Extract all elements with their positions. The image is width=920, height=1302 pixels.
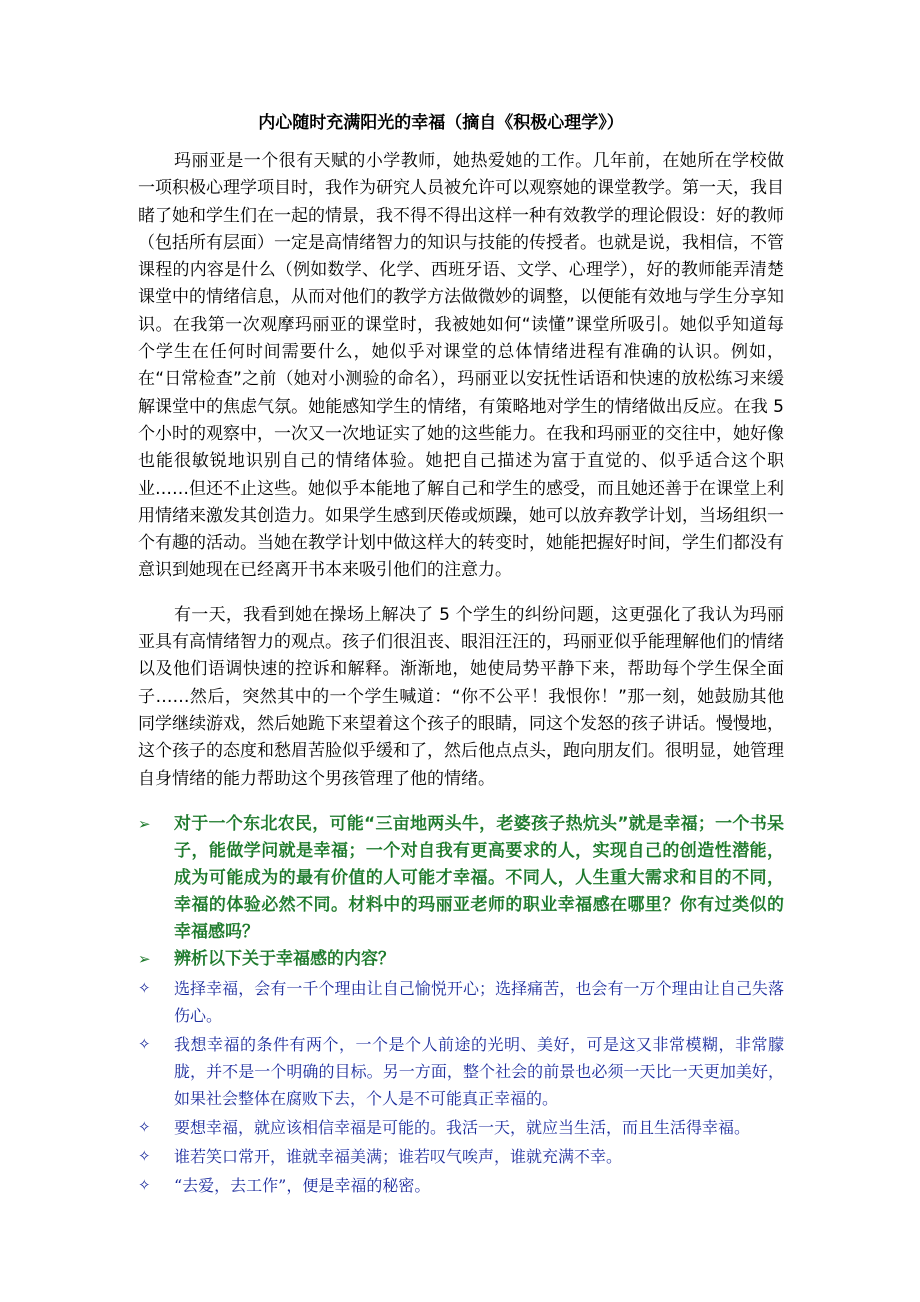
statement-item-1: [138, 975, 784, 1029]
paragraph-2: 有一天，我看到她在操场上解决了 5 个学生的纠纷问题，这更强化了我认为玛丽亚具有高情绪智力的观点。孩子们很沮丧、眼泪汪汪的，玛丽亚似乎能理解他们的情绪以及他们语调快速的控诉和解释。渐渐地，她使局势平静下来，帮助每个学生保全面子……然后，突然其中的一个学生喊道：“你不公平！我恨你！”那一刻，她鼓励其他同学继续游戏，然后她跪下来望着这个孩子的眼睛，同这个发怒的孩子讲话。慢慢地，这个孩子的态度和愁眉苦脸似乎缓和了，然后他点点头，跑向朋友们。很明显，她管理自身情绪的能力帮助这个男孩管理了他的情绪。: [138, 604, 784, 789]
statement-text: 谁若笑口常开，谁就幸福美满；谁若叹气唉声，谁就充满不幸。: [174, 1146, 623, 1166]
statement-text: 我想幸福的条件有两个，一个是个人前途的光明、美好，可是这又非常模糊，非常朦胧，并不是一个明确的目标。另一方面，整个社会的前景也必须一天比一天更加美好，如果社会整体在腐败下去，个人是不可能真正幸福的。: [174, 1034, 784, 1108]
document-page: [138, 108, 784, 1199]
diamond-bullet-icon: ✧: [138, 1034, 151, 1053]
statement-item-5: [138, 1172, 784, 1199]
diamond-bullet-icon: ✧: [138, 1146, 151, 1165]
statement-text: 要想幸福，就应该相信幸福是可能的。我活一天，就应当生活，而且生活得幸福。: [174, 1117, 751, 1137]
arrow-bullet-icon: ➢: [138, 814, 151, 833]
statement-item-2: [138, 1031, 784, 1112]
statement-item-4: [138, 1143, 784, 1170]
paragraph-1: 玛丽亚是一个很有天赋的小学教师，她热爱她的工作。几年前，在她所在学校做一项积极心理学项目时，我作为研究人员被允许可以观察她的课堂教学。第一天，我目睹了她和学生们在一起的情景，我不得不得出这样一种有效教学的理论假设：好的教师（包括所有层面）一定是高情绪智力的知识与技能的传授者。也就是说，我相信，不管课程的内容是什么（例如数学、化学、西班牙语、文学、心理学），好的教师能弄清楚课堂中的情绪信息，从而对他们的教学方法做微妙的调整，以便能有效地与学生分享知识。在我第一次观摩玛丽亚的课堂时，我被她如何“读懂”课堂所吸引。她似乎知道每个学生在任何时间需要什么，她似乎对课堂的总体情绪进程有准确的认识。例如，在“日常检查”之前（她对小测验的命名），玛丽亚以安抚性话语和快速的放松练习来缓解课堂中的焦虑气氛。她能感知学生的情绪，有策略地对学生的情绪做出反应。在我 5 个小时的观察中，一次又一次地证实了她的这些能力。在我和玛丽亚的交往中，她好像也能很敏锐地识别自己的情绪体验。她把自己描述为富于直觉的、似乎适合这个职业……但还不止这些。她似乎本能地了解自己和学生的感受，而且她还善于在课堂上利用情绪来激发其创造力。如果学生感到厌倦或烦躁，她可以放弃教学计划，当场组织一个有趣的活动。当她在教学计划中做这样大的转变时，她能把握好时间，学生们都没有意识到她现在已经离开书本来吸引他们的注意力。: [138, 151, 784, 581]
question-list: [138, 811, 784, 1199]
question-item-1: [138, 811, 784, 946]
statement-text: 选择幸福，会有一千个理由让自己愉悦开心；选择痛苦，也会有一万个理由让自己失落伤心。: [174, 978, 784, 1025]
document-title: 内心随时充满阳光的幸福（摘自《积极心理学》）: [258, 113, 624, 133]
question-text: 对于一个东北农民，可能“三亩地两头牛，老婆孩子热炕头”就是幸福；一个书呆子，能做学问就是幸福；一个对自我有更高要求的人，实现自己的创造性潜能，成为可能成为的最有价值的人可能才幸福。不同人，人生重大需求和目的不同，幸福的体验必然不同。材料中的玛丽亚老师的职业幸福感在哪里？你有过类似的幸福感吗？: [174, 813, 784, 942]
question-text: 辨析以下关于幸福感的内容？: [174, 948, 395, 969]
arrow-bullet-icon: ➢: [138, 949, 151, 968]
diamond-bullet-icon: ✧: [138, 1175, 151, 1194]
statement-item-3: [138, 1114, 784, 1141]
statement-text: “去爱，去工作”，便是幸福的秘密。: [174, 1175, 431, 1195]
diamond-bullet-icon: ✧: [138, 1117, 151, 1136]
diamond-bullet-icon: ✧: [138, 978, 151, 997]
question-item-2: [138, 946, 784, 973]
